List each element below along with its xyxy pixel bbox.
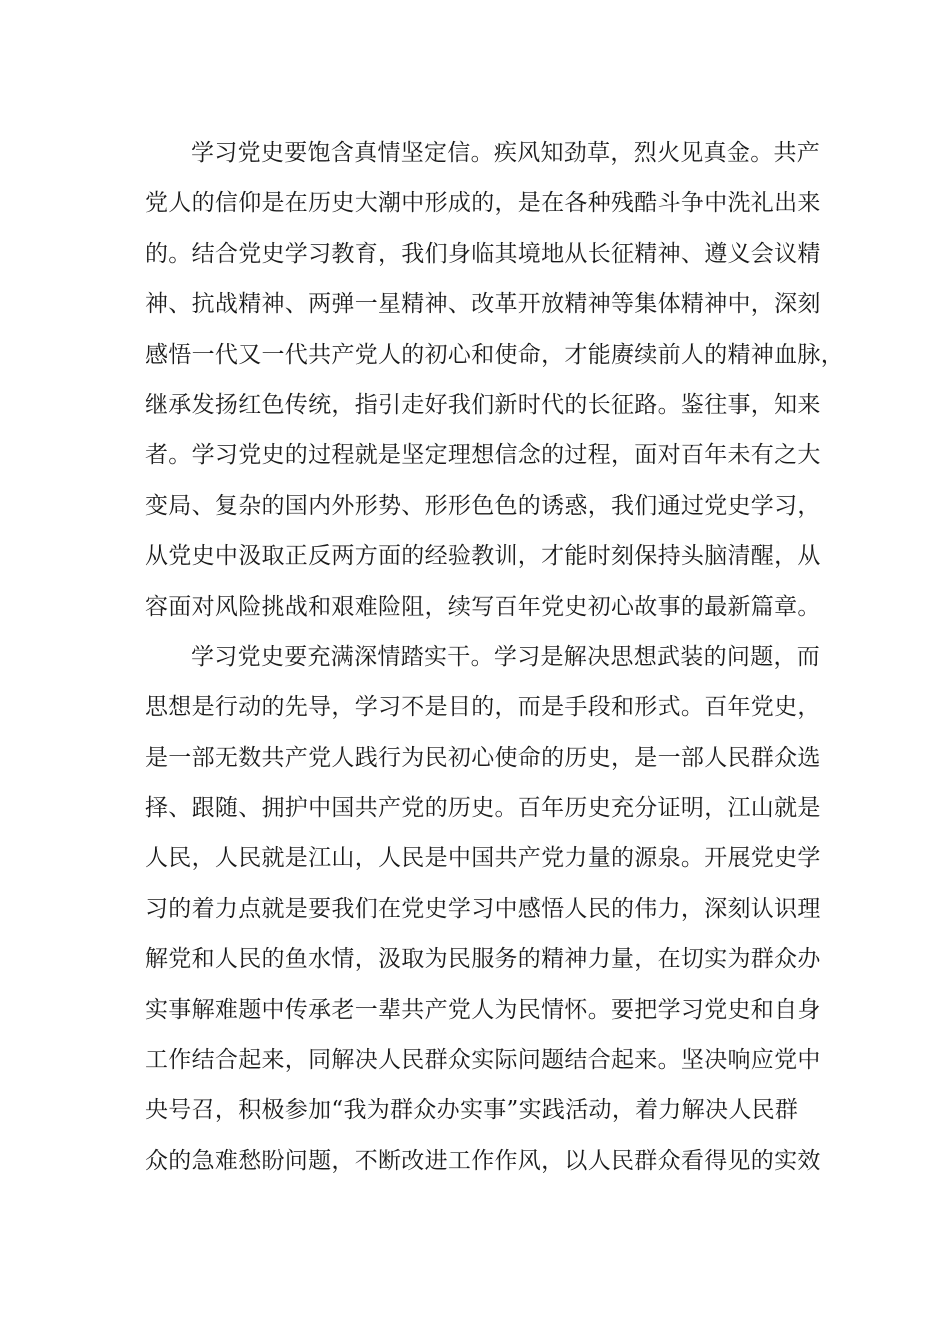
paragraph-line: 实事解难题中传承老一辈共产党人为民情怀。要把学习党史和自身 — [145, 996, 821, 1023]
paragraph-line: 思想是行动的先导，学习不是目的，而是手段和形式。百年党史， — [145, 694, 821, 721]
paragraph-2 — [145, 632, 821, 1186]
paragraph-line: 人民，人民就是江山，人民是中国共产党力量的源泉。开展党史学 — [145, 845, 821, 872]
paragraph-line: 的。结合党史学习教育，我们身临其境地从长征精神、遵义会议精 — [145, 240, 821, 267]
paragraph-line: 容面对风险挑战和艰难险阻，续写百年党史初心故事的最新篇章。 — [145, 593, 821, 620]
paragraph-line: 者。学习党史的过程就是坚定理想信念的过程，面对百年未有之大 — [145, 442, 821, 469]
paragraph-line: 党人的信仰是在历史大潮中形成的，是在各种残酷斗争中洗礼出来 — [145, 190, 821, 217]
paragraph-line: 央号召，积极参加“我为群众办实事”实践活动，着力解决人民群 — [145, 1097, 799, 1124]
paragraph-line: 工作结合起来，同解决人民群众实际问题结合起来。坚决响应党中 — [145, 1047, 821, 1074]
paragraph-line: 感悟一代又一代共产党人的初心和使命，才能赓续前人的精神血脉， — [145, 341, 844, 368]
paragraph-line: 变局、复杂的国内外形势、形形色色的诱惑，我们通过党史学习， — [145, 492, 821, 519]
paragraph-line: 解党和人民的鱼水情，汲取为民服务的精神力量，在切实为群众办 — [145, 946, 821, 973]
paragraph-1 — [145, 128, 844, 632]
paragraph-line: 是一部无数共产党人践行为民初心使命的历史，是一部人民群众选 — [145, 744, 821, 771]
document-body — [145, 128, 844, 1186]
paragraph-line: 从党史中汲取正反两方面的经验教训，才能时刻保持头脑清醒，从 — [145, 543, 821, 570]
paragraph-line: 众的急难愁盼问题，不断改进工作作风，以人民群众看得见的实效 — [145, 1147, 821, 1174]
paragraph-line: 择、跟随、拥护中国共产党的历史。百年历史充分证明，江山就是 — [145, 795, 821, 822]
paragraph-line: 神、抗战精神、两弹一星精神、改革开放精神等集体精神中，深刻 — [145, 291, 821, 318]
paragraph-line: 继承发扬红色传统，指引走好我们新时代的长征路。鉴往事，知来 — [145, 391, 821, 418]
paragraph-line: 学习党史要充满深情踏实干。学习是解决思想武装的问题，而 — [191, 643, 821, 670]
paragraph-line: 学习党史要饱含真情坚定信。疾风知劲草，烈火见真金。共产 — [191, 140, 821, 166]
paragraph-line: 习的着力点就是要我们在党史学习中感悟人民的伟力，深刻认识理 — [145, 895, 821, 922]
